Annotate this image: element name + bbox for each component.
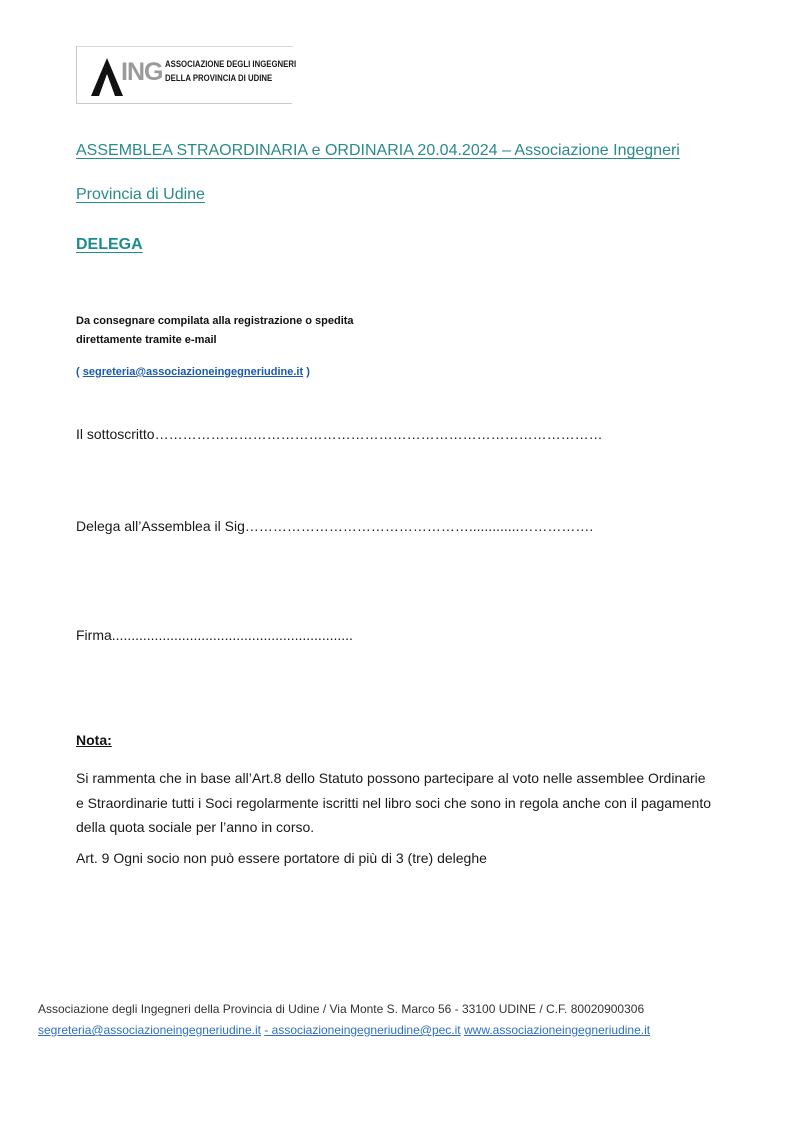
email-paren-open: ( bbox=[76, 366, 83, 378]
email-paren-close: ) bbox=[303, 366, 310, 378]
instructions-email-link[interactable]: segreteria@associazioneingegneriudine.it bbox=[82, 366, 304, 378]
logo-ing-mark: ING bbox=[121, 58, 163, 86]
document-title-line2: Provincia di Udine bbox=[76, 186, 205, 203]
footer-pec-link[interactable]: - associazioneingegneriudine@pec.it bbox=[264, 1023, 461, 1037]
nota-body: Si rammenta che in base all’Art.8 dello Statuto possono partecipare al voto nelle assemblee Ordinarie e Straordinarie tutti i Soci regolarmente iscritti nel libro soci che sono in regola anche con il pagamento della quota sociale per l’anno in corso. bbox=[76, 770, 712, 835]
logo-border bbox=[77, 46, 293, 47]
instructions-line1: Da consegnare compilata alla registrazione o spedita bbox=[76, 315, 354, 327]
instructions-email-line bbox=[76, 366, 310, 378]
footer-website-link[interactable]: www.associazioneingegneriudine.it bbox=[463, 1023, 651, 1037]
delega-sig-field[interactable]: Delega all’Assemblea il Sig………………………………………….............……………. bbox=[76, 518, 594, 534]
footer-address: Associazione degli Ingegneri della Provincia di Udine / Via Monte S. Marco 56 - 33100 UDINE / C.F. 80020900306 bbox=[38, 1002, 645, 1016]
logo-name bbox=[165, 58, 296, 86]
firma-field[interactable]: Firma.............................................................. bbox=[76, 627, 353, 643]
document-title-line1: ASSEMBLEA STRAORDINARIA e ORDINARIA 20.04.2024 – Associazione Ingegneri bbox=[76, 142, 680, 159]
art9-note: Art. 9 Ogni socio non può essere portatore di più di 3 (tre) deleghe bbox=[76, 850, 487, 866]
delega-heading: DELEGA bbox=[76, 236, 143, 253]
logo-chevron-icon bbox=[91, 58, 123, 96]
footer-email-link[interactable]: segreteria@associazioneingegneriudine.it bbox=[38, 1023, 261, 1037]
association-logo bbox=[76, 46, 297, 104]
instructions-line2: direttamente tramite e-mail bbox=[76, 334, 217, 346]
sottoscritto-field[interactable]: Il sottoscritto…………………………………………………………………………………… bbox=[76, 426, 603, 442]
nota-heading: Nota: bbox=[76, 732, 112, 748]
footer-links bbox=[38, 1023, 650, 1037]
logo-name-line1: ASSOCIAZIONE DEGLI INGEGNERI bbox=[165, 59, 297, 70]
logo-name-line2: DELLA PROVINCIA DI UDINE bbox=[165, 73, 273, 84]
